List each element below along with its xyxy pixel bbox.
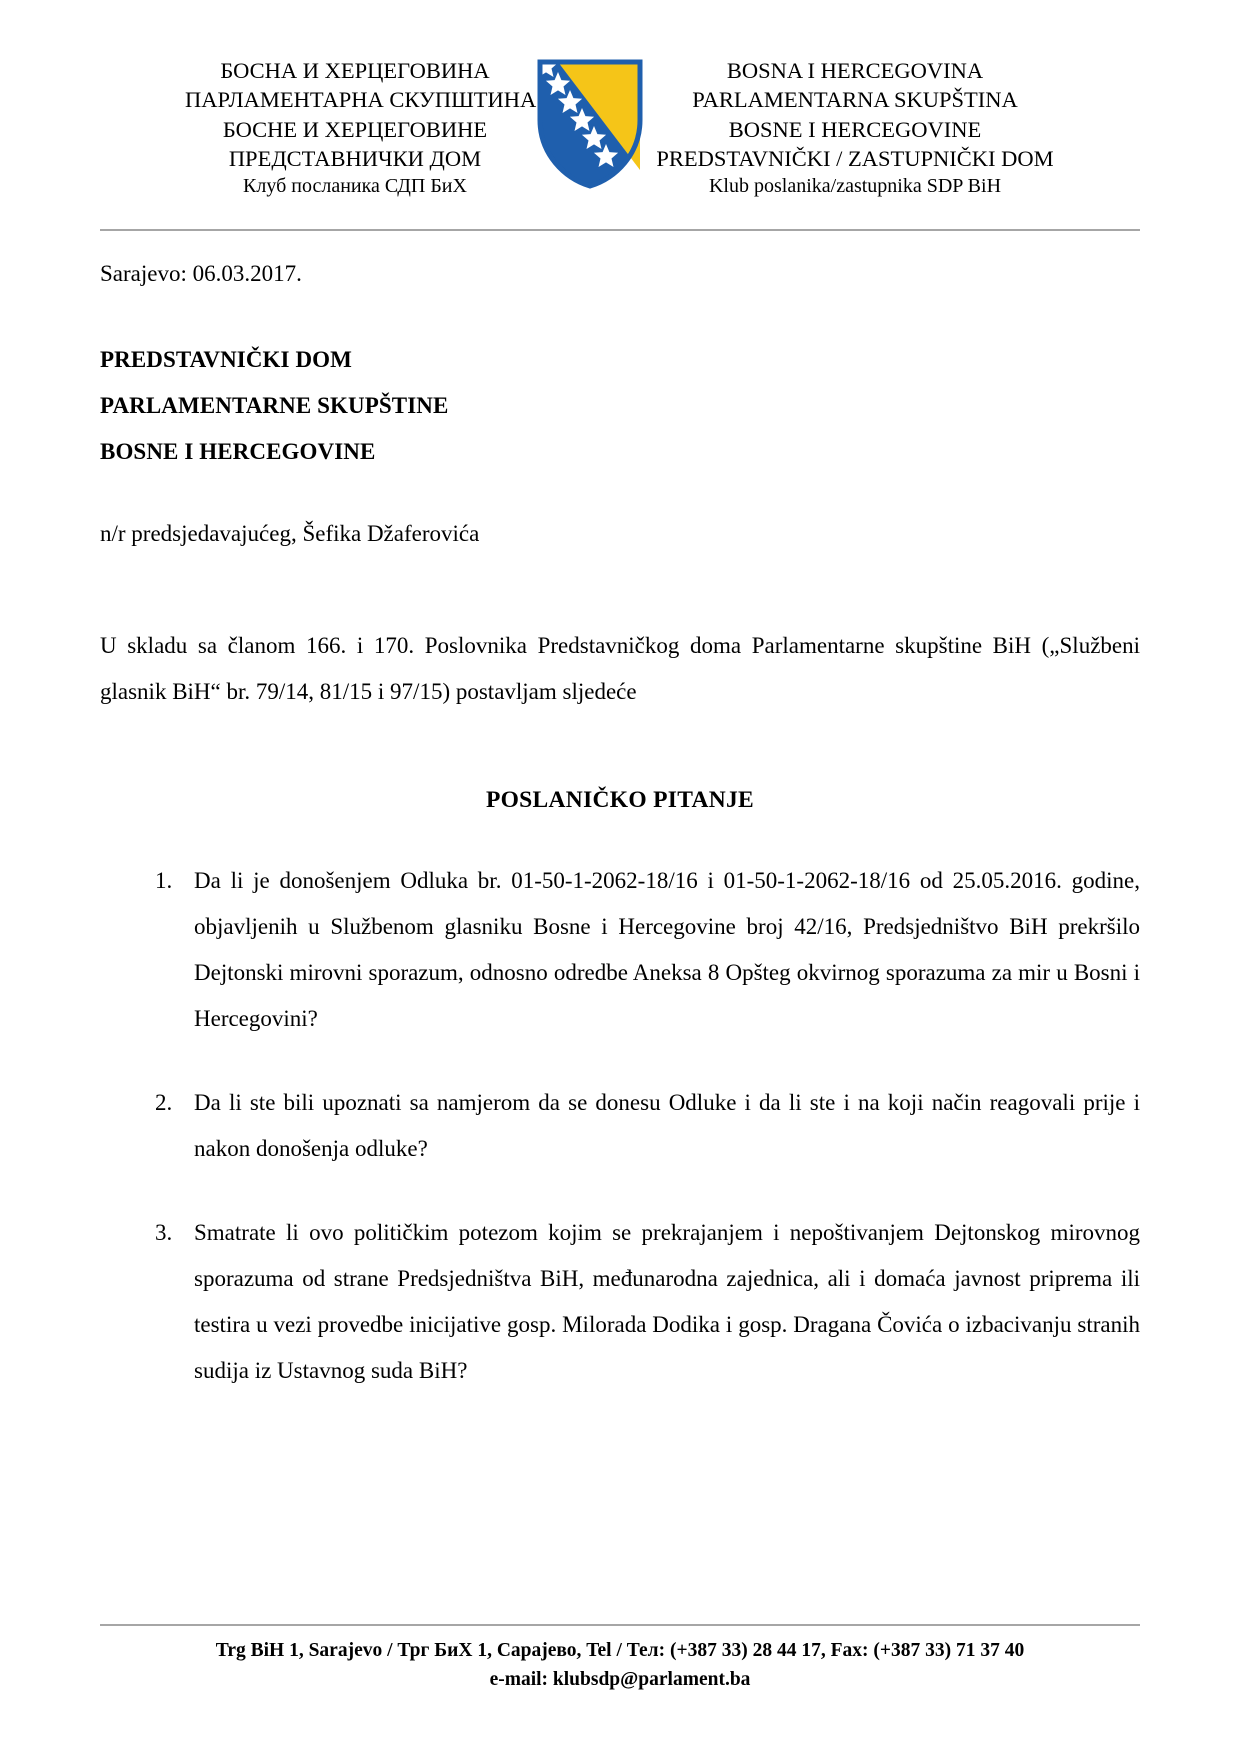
letterhead-latin-line-4: PREDSTAVNIČKI / ZASTUPNIČKI DOM: [656, 145, 1054, 171]
list-item: 1. Da li je donošenjem Odluka br. 01-50-1-2062-18/16 i 01-50-1-2062-18/16 od 25.05.2016. godine, objavljenih u Službenom glasniku Bosne i Hercegovine broj 42/16, Predsjedništvo BiH prekršilo Dejtonski mirovni sporazum, odnosno odredbe Aneksa 8 Opšteg okvirnog sporazuma za mir u Bosni i Hercegovini?: [178, 858, 1140, 1042]
letterhead-latin-block: [655, 56, 1055, 199]
questions-list: [100, 858, 1140, 1394]
letterhead-cyrillic-block: [185, 56, 537, 199]
header-divider: [100, 229, 1140, 231]
footer-address-line: Trg BiH 1, Sarajevo / Трг БиХ 1, Сарајево, Tel / Тел: (+387 33) 28 44 17, Fax: (+387 33) 71 37 40: [215, 1639, 1025, 1661]
letterhead-cyrillic-line-5: Клуб посланика СДП БиХ: [243, 175, 467, 197]
emblem-container: [525, 56, 655, 190]
document-body: [0, 261, 1240, 1394]
letterhead-latin-line-2: PARLAMENTARNA SKUPŠTINA: [692, 87, 1018, 113]
coat-of-arms-icon: [536, 58, 644, 190]
list-item: 2. Da li ste bili upoznati sa namjerom da se donesu Odluke i da li ste i na koji način reagovali prije i nakon donošenja odluke?: [178, 1080, 1140, 1172]
intro-paragraph: U skladu sa članom 166. i 170. Poslovnika Predstavničkog doma Parlamentarne skupštine BiH („Službeni glasnik BiH“ br. 79/14, 81/15 i 97/15) postavljam sljedeće: [100, 633, 1140, 704]
letterhead-latin-line-1: BOSNA I HERCEGOVINA: [726, 58, 984, 83]
page-footer: [0, 1624, 1240, 1695]
letterhead-cyrillic-line-2: ПАРЛАМЕНТАРНА СКУПШТИНА: [185, 87, 537, 113]
letterhead-cyrillic-line-4: ПРЕДСТАВНИЧКИ ДОМ: [228, 145, 482, 171]
addressee-line-2: PARLAMENTARNE SKUPŠTINE: [100, 393, 449, 418]
letterhead-latin-line-5: Klub poslanika/zastupnika SDP BiH: [708, 175, 1002, 197]
letterhead-cyrillic-line-3: БОСНЕ И ХЕРЦЕГОВИНЕ: [222, 116, 488, 142]
addressee-line-3: BOSNE I HERCEGOVINE: [100, 439, 376, 464]
addressee-line-1: PREDSTAVNIČKI DOM: [100, 347, 352, 372]
attention-line: n/r predsjedavajućeg, Šefika Džaferovića: [100, 521, 480, 546]
list-item: 3. Smatrate li ovo političkim potezom kojim se prekrajanjem i nepoštivanjem Dejtonskog mirovnog sporazuma od strane Predsjedništva BiH, međunarodna zajednica, ali i domaća javnost priprema ili testira u vezi provedbe inicijative gosp. Milorada Dodika i gosp. Dragana Čovića o izbacivanju stranih sudija iz Ustavnog suda BiH?: [178, 1210, 1140, 1394]
date-line: Sarajevo: 06.03.2017.: [100, 261, 302, 286]
footer-email-line: e-mail: klubsdp@parlament.ba: [489, 1668, 751, 1690]
letterhead-latin-line-3: BOSNE I HERCEGOVINE: [728, 116, 982, 142]
letterhead-cyrillic-line-1: БОСНА И ХЕРЦЕГОВИНА: [220, 58, 490, 83]
questions-title: POSLANIČKO PITANJE: [485, 787, 755, 813]
footer-divider: [100, 1624, 1140, 1626]
letterhead: [0, 0, 1240, 199]
footer-contact: [0, 1636, 1240, 1695]
addressee-block: [100, 337, 1140, 475]
